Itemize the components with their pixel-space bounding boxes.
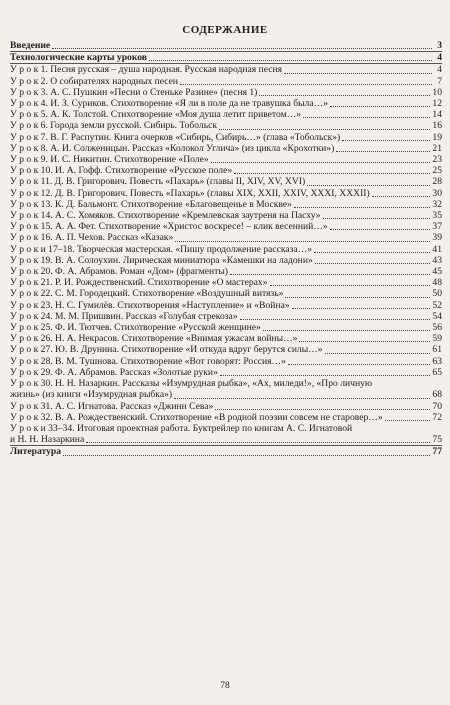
toc-entry-page: 52 [432, 299, 442, 311]
toc-entry [10, 446, 442, 457]
toc-entry-page: 41 [432, 243, 442, 255]
toc-entry-title: У р о к 6. Города земли русской. Сибирь. Тобольск [10, 120, 217, 132]
dot-leader [303, 116, 430, 118]
toc-entry-title: У р о к 13. К. Д. Бальмонт. Стихотворение «Благовещенье в Москве» [10, 198, 292, 210]
toc-entry-page: 10 [432, 86, 442, 98]
toc-entry [10, 255, 442, 266]
toc-entry-page: 48 [432, 277, 442, 289]
toc-entry-title: У р о к 8. А. И. Солженицын. Рассказ «Колокол Углича» (из цикла «Крохотки») [10, 142, 335, 154]
toc-entry [10, 344, 442, 355]
toc-entry-title: У р о к 22. С. М. Городецкий. Стихотворение «Воздушный витязь» [10, 288, 284, 300]
toc-entry [10, 98, 442, 109]
toc-entry-title: У р о к и 33–34. Итоговая проектная работа. Буктрейлер по книгам А. С. Игнатовой [10, 422, 353, 434]
toc-entry-title: У р о к 10. И. А. Гофф. Стихотворение «Русское поле» [10, 165, 233, 177]
dot-leader [292, 307, 431, 309]
page-number: 78 [220, 681, 230, 691]
toc-entry-title: У р о к 4. И. З. Суриков. Стихотворение «Я ли в поле да не травушка была…» [10, 98, 328, 110]
dot-leader [180, 83, 432, 85]
toc-entry [10, 76, 442, 87]
toc-entry-title-continued: жизнь» (из книги «Изумрудная рыбка») [10, 389, 173, 401]
dot-leader [263, 329, 431, 331]
table-of-contents [10, 40, 442, 458]
toc-entry [10, 109, 442, 120]
toc-entry-title: У р о к 11. Д. В. Григорович. Повесть «Пахарь» (главы II, XIV, XV, XVI) [10, 176, 306, 188]
toc-entry-title: У р о к 5. А. К. Толстой. Стихотворение «Моя душа летит приветом…» [10, 109, 302, 121]
toc-entry [10, 232, 442, 243]
toc-entry [10, 288, 442, 299]
toc-entry-title: У р о к 27. Ю. В. Друнина. Стихотворение «И откуда вдруг берутся силы…» [10, 344, 323, 356]
toc-entry-page: 3 [437, 40, 442, 51]
dot-leader [211, 161, 431, 163]
dot-leader [270, 284, 431, 286]
toc-entry [10, 401, 442, 412]
dot-leader [315, 262, 431, 264]
page-title: СОДЕРЖАНИЕ [182, 24, 268, 36]
dot-leader [175, 240, 430, 242]
dot-leader [285, 296, 430, 298]
toc-entry-title: У р о к 7. В. Г. Распутин. Книга очерков «Сибирь, Сибирь…» (глава «Тобольск») [10, 131, 341, 143]
toc-entry-page: 4 [437, 64, 442, 76]
toc-entry-title: У р о к 14. А. С. Хомяков. Стихотворение «Кремлевская заутреня на Пасху» [10, 210, 321, 222]
dot-leader [174, 397, 430, 399]
toc-entry [10, 277, 442, 288]
toc-entry [10, 143, 442, 154]
toc-entry [10, 120, 442, 131]
toc-entry-page: 12 [432, 98, 442, 110]
toc-entry [10, 423, 442, 434]
toc-entry-page: 37 [432, 221, 442, 233]
toc-entry [10, 40, 442, 51]
dot-leader [330, 228, 431, 230]
dot-leader [230, 273, 430, 275]
toc-entry-title: У р о к 24. М. М. Пришвин. Рассказ «Голубая стрекоза» [10, 310, 238, 322]
toc-entry-page: 61 [432, 344, 442, 356]
toc-entry [10, 300, 442, 311]
toc-entry-title: У р о к 28. В. М. Тушнова. Стихотворение «Вот говорят: Россия…» [10, 355, 286, 367]
toc-entry-title: У р о к 15. А. А. Фет. Стихотворение «Христос воскресе! – клик весенний…» [10, 221, 328, 233]
dot-leader [52, 47, 432, 49]
dot-leader [314, 251, 430, 253]
dot-leader [307, 184, 430, 186]
toc-entry [10, 154, 442, 165]
toc-entry [10, 165, 442, 176]
dot-leader [240, 318, 431, 320]
toc-entry-page: 63 [432, 355, 442, 367]
toc-entry-page: 35 [432, 210, 442, 222]
dot-leader [219, 128, 430, 130]
toc-entry-title: Технологические карты уроков [10, 52, 147, 64]
toc-entry-title: У р о к 26. Н. А. Некрасов. Стихотворение «Внимая ужасам войны…» [10, 333, 298, 345]
toc-entry-page: 4 [437, 52, 442, 64]
toc-entry-title: У р о к 21. Р. И. Рождественский. Стихотворение «О мастерах» [10, 277, 268, 289]
toc-entry [10, 210, 442, 221]
toc-entry-page: 59 [432, 333, 442, 345]
toc-entry-page: 45 [432, 266, 442, 278]
toc-entry-page: 39 [432, 232, 442, 244]
toc-entry-page: 7 [437, 75, 442, 87]
dot-leader [63, 454, 430, 456]
toc-entry [10, 64, 442, 75]
toc-entry-page: 75 [432, 434, 442, 446]
toc-entry-page: 72 [432, 411, 442, 423]
toc-entry-page: 32 [432, 198, 442, 210]
toc-entry [10, 221, 442, 232]
toc-entry-title: У р о к и 17–18. Творческая мастерская. «Пишу продолжение рассказа…» [10, 243, 313, 255]
dot-leader [284, 72, 432, 74]
toc-entry [10, 333, 442, 344]
toc-entry [10, 176, 442, 187]
dot-leader [336, 150, 430, 152]
toc-entry [10, 322, 442, 333]
toc-entry-page: 54 [432, 310, 442, 322]
dot-leader [299, 340, 430, 342]
toc-entry-title: У р о к 25. Ф. И. Тютчев. Стихотворение «Русской женщине» [10, 322, 261, 334]
dot-leader [323, 217, 431, 219]
toc-entry [10, 356, 442, 367]
toc-entry [10, 52, 442, 63]
toc-entry [10, 378, 442, 389]
toc-entry-page: 28 [432, 176, 442, 188]
dot-leader [342, 139, 430, 141]
toc-entry-title: У р о к 30. Н. Н. Назаркин. Рассказы «Изумрудная рыбка», «Ах, миледи!», «Про личную [10, 378, 373, 390]
dot-leader [234, 172, 430, 174]
toc-entry [10, 87, 442, 98]
toc-entry-title: У р о к 12. Д. В. Григорович. Повесть «Пахарь» (главы XIX, XXII, XXIV, XXXI, XXXII) [10, 187, 370, 199]
toc-entry-page: 70 [432, 400, 442, 412]
toc-entry-title: У р о к 20. Ф. А. Абрамов. Роман «Дом» (фрагменты) [10, 266, 229, 278]
toc-entry-page: 56 [432, 322, 442, 334]
toc-entry-title: У р о к 31. А. С. Игнатова. Рассказ «Джинн Сева» [10, 400, 214, 412]
dot-leader [372, 195, 431, 197]
dot-leader [325, 352, 431, 354]
toc-entry-continuation [10, 434, 442, 445]
toc-entry-page: 19 [432, 131, 442, 143]
toc-entry-page: 21 [432, 142, 442, 154]
toc-entry [10, 132, 442, 143]
toc-entry-page: 50 [432, 288, 442, 300]
toc-entry-page: 43 [432, 254, 442, 266]
dot-leader [86, 441, 430, 443]
toc-entry-title: Введение [10, 40, 51, 51]
toc-entry [10, 244, 442, 255]
dot-leader [288, 363, 430, 365]
toc-entry-page: 30 [432, 187, 442, 199]
toc-entry-title: У р о к 16. А. П. Чехов. Рассказ «Казак» [10, 232, 174, 244]
toc-entry-page: 65 [432, 366, 442, 378]
toc-entry-page: 23 [432, 154, 442, 166]
toc-entry-page: 68 [432, 389, 442, 401]
toc-entry-page: 77 [432, 446, 442, 458]
dot-leader [330, 105, 430, 107]
toc-entry-page: 25 [432, 165, 442, 177]
toc-entry-title: У р о к 29. Ф. А. Абрамов. Рассказ «Золотые руки» [10, 366, 218, 378]
toc-entry-title-continued: и Н. Н. Назаркина [10, 434, 85, 446]
toc-entry-title: У р о к 3. А. С. Пушкин «Песни о Стеньке Разине» (песня 1) [10, 86, 258, 98]
toc-entry [10, 367, 442, 378]
toc-entry-title: У р о к 32. В. А. Рождественский. Стихотворение «В родной поэзии совсем не старовер…» [10, 411, 383, 423]
toc-entry [10, 311, 442, 322]
dot-leader [215, 408, 430, 410]
dot-leader [259, 94, 430, 96]
toc-entry-continuation [10, 389, 442, 400]
toc-entry-page: 14 [432, 109, 442, 121]
dot-leader [149, 59, 432, 61]
toc-entry-title: У р о к 19. В. А. Солоухин. Лирическая миниатюра «Камешки на ладони» [10, 254, 313, 266]
toc-entry [10, 199, 442, 210]
toc-entry [10, 266, 442, 277]
toc-entry-title: У р о к 2. О собирателях народных песен [10, 75, 179, 87]
toc-entry [10, 188, 442, 199]
toc-entry-title: У р о к 9. И. С. Никитин. Стихотворение «Поле» [10, 154, 209, 166]
toc-entry-page: 16 [432, 120, 442, 132]
toc-entry-title: У р о к 23. Н. С. Гумилёв. Стихотворения «Наступление» и «Война» [10, 299, 290, 311]
dot-leader [385, 419, 431, 421]
toc-entry-title: Литература [10, 446, 62, 458]
dot-leader [220, 374, 431, 376]
dot-leader [294, 206, 430, 208]
toc-entry [10, 412, 442, 423]
toc-entry-title: У р о к 1. Песня русская – душа народная. Русская народная песня [10, 64, 283, 76]
